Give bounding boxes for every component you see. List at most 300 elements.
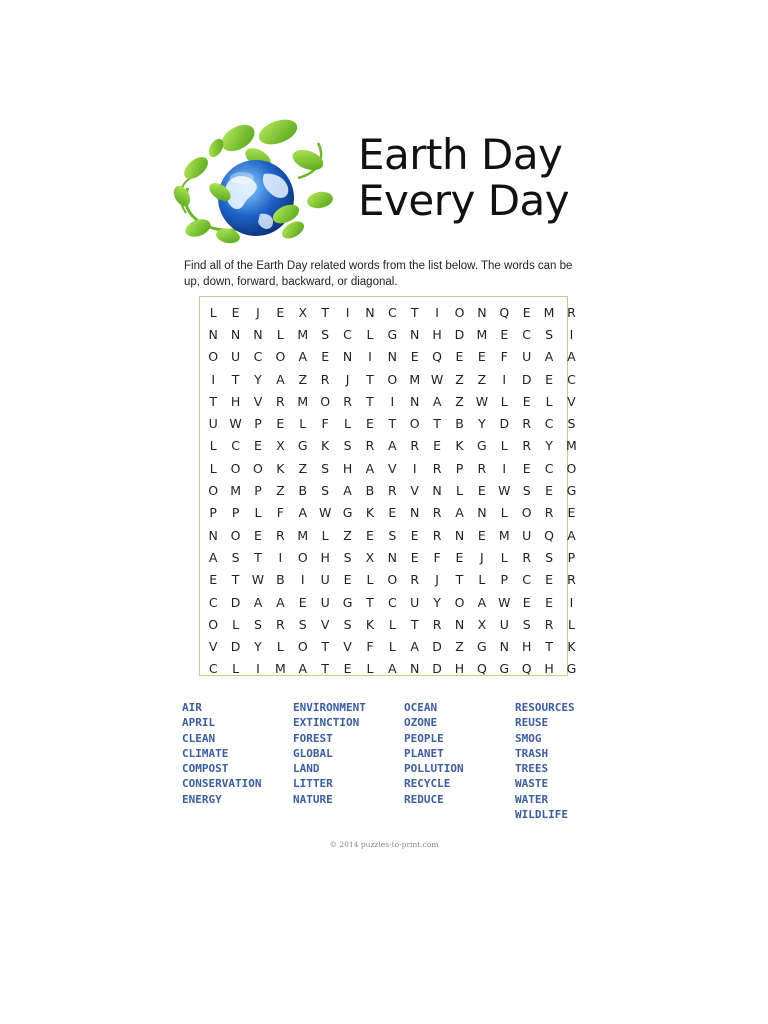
grid-letter[interactable]: R	[522, 416, 531, 432]
grid-letter[interactable]: E	[500, 326, 509, 342]
grid-letter[interactable]: X	[276, 438, 285, 454]
copyright-text: © 2014 puzzles-to-print.com	[329, 840, 439, 849]
grid-letter[interactable]: E	[209, 572, 218, 588]
grid-letter[interactable]: L	[209, 304, 217, 320]
grid-letter[interactable]: M	[297, 326, 309, 342]
grid-letter[interactable]: C	[253, 349, 263, 365]
grid-letter[interactable]: L	[388, 616, 396, 632]
grid-letter[interactable]: C	[567, 371, 576, 387]
grid-letter[interactable]: M	[409, 371, 421, 387]
grid-letter[interactable]: C	[544, 416, 554, 432]
grid-letter[interactable]: T	[366, 594, 374, 610]
grid-letter[interactable]: X	[298, 304, 308, 320]
grid-letter[interactable]: N	[342, 349, 353, 365]
grid-letter[interactable]: C	[231, 438, 240, 454]
grid-letter[interactable]: E	[343, 661, 352, 677]
grid-letter[interactable]: T	[209, 393, 218, 409]
grid-letter[interactable]: N	[410, 505, 420, 521]
grid-letter[interactable]: R	[432, 527, 442, 543]
grid-letter[interactable]: C	[208, 594, 218, 610]
grid-letter[interactable]: L	[366, 326, 374, 342]
grid-letter[interactable]: A	[276, 594, 285, 610]
grid-letter[interactable]: L	[500, 505, 508, 521]
grid-letter[interactable]: L	[366, 572, 374, 588]
grid-letter[interactable]: M	[498, 527, 510, 543]
grid-letter[interactable]: U	[231, 349, 241, 365]
word-list-item: TRASH	[515, 746, 549, 760]
grid-letter[interactable]: L	[232, 661, 240, 677]
grid-letter[interactable]: E	[298, 594, 307, 610]
grid-letter[interactable]: S	[545, 549, 554, 565]
grid-letter[interactable]: N	[365, 304, 375, 320]
grid-letter[interactable]: A	[410, 639, 419, 655]
grid-letter[interactable]: E	[276, 304, 285, 320]
grid-letter[interactable]: O	[521, 505, 532, 521]
grid-letter[interactable]: S	[321, 326, 330, 342]
grid-letter[interactable]: A	[208, 549, 218, 565]
grid-letter[interactable]: E	[522, 393, 531, 409]
grid-letter[interactable]: O	[208, 483, 219, 499]
grid-letter[interactable]: O	[230, 460, 241, 476]
grid-letter[interactable]: E	[343, 572, 352, 588]
grid-letter[interactable]: A	[343, 483, 352, 499]
grid-letter[interactable]: E	[545, 371, 553, 387]
grid-letter[interactable]: Z	[343, 527, 352, 543]
grid-letter[interactable]: G	[297, 438, 308, 454]
grid-letter[interactable]: D	[499, 416, 510, 432]
grid-letter[interactable]: T	[366, 371, 374, 387]
grid-letter[interactable]: C	[387, 304, 397, 320]
word-list-item: RESOURCES	[515, 701, 575, 714]
grid-letter[interactable]: L	[500, 438, 508, 454]
grid-letter[interactable]: B	[298, 483, 308, 499]
grid-letter[interactable]: G	[566, 661, 577, 677]
grid-letter[interactable]: R	[432, 505, 442, 521]
grid-letter[interactable]: A	[298, 349, 308, 365]
grid-letter[interactable]: E	[477, 349, 486, 365]
grid-letter[interactable]: H	[320, 549, 330, 565]
grid-letter[interactable]: S	[298, 616, 307, 632]
word-list-item: WATER	[515, 792, 549, 806]
grid-letter[interactable]: L	[209, 438, 217, 454]
grid-letter[interactable]: K	[567, 639, 576, 655]
grid-row	[200, 479, 577, 501]
grid-letter[interactable]: D	[230, 639, 241, 655]
grid-letter[interactable]: Q	[544, 527, 554, 543]
grid-row	[200, 457, 577, 479]
grid-letter[interactable]: I	[569, 594, 574, 610]
grid-letter[interactable]: K	[365, 505, 375, 521]
grid-letter[interactable]: T	[545, 639, 553, 655]
grid-letter[interactable]: E	[455, 549, 464, 565]
grid-letter[interactable]: U	[522, 349, 532, 365]
grid-letter[interactable]: R	[387, 483, 397, 499]
grid-letter[interactable]: L	[276, 326, 284, 342]
grid-letter[interactable]: Z	[455, 371, 464, 387]
grid-letter[interactable]: D	[432, 639, 442, 655]
grid-letter[interactable]: O	[566, 460, 577, 476]
grid-letter[interactable]: L	[366, 661, 374, 677]
grid-letter[interactable]: V	[343, 639, 352, 655]
grid-letter[interactable]: E	[545, 594, 553, 610]
grid-letter[interactable]: T	[321, 639, 329, 655]
grid-letter[interactable]: A	[365, 460, 375, 476]
grid-letter[interactable]: N	[454, 616, 465, 632]
grid-letter[interactable]: C	[387, 594, 397, 610]
grid-letter[interactable]: W	[475, 393, 489, 409]
grid-letter[interactable]: M	[297, 527, 309, 543]
earth-globe-with-leaves-icon	[168, 118, 333, 248]
grid-letter[interactable]: B	[276, 572, 285, 588]
grid-letter[interactable]: M	[476, 326, 488, 342]
grid-letter[interactable]: V	[410, 483, 419, 499]
grid-letter[interactable]: P	[209, 505, 217, 521]
grid-letter[interactable]: R	[522, 549, 531, 565]
grid-letter[interactable]: H	[342, 460, 353, 476]
grid-letter[interactable]: I	[569, 326, 574, 342]
grid-letter[interactable]: I	[300, 572, 305, 588]
grid-letter[interactable]: L	[232, 616, 240, 632]
grid-letter[interactable]: N	[253, 326, 263, 342]
grid-letter[interactable]: H	[521, 639, 532, 655]
grid-letter[interactable]: N	[208, 326, 218, 342]
grid-letter[interactable]: P	[455, 460, 464, 476]
grid-letter[interactable]: R	[544, 505, 554, 521]
grid-letter[interactable]: Q	[499, 304, 510, 320]
grid-letter[interactable]: N	[208, 527, 218, 543]
grid-letter[interactable]: D	[432, 661, 442, 677]
grid-letter[interactable]: H	[432, 326, 442, 342]
grid-letter[interactable]: T	[410, 304, 419, 320]
grid-letter[interactable]: E	[477, 527, 486, 543]
grid-letter[interactable]: W	[251, 572, 265, 588]
grid-letter[interactable]: Y	[478, 416, 486, 432]
grid-letter[interactable]: Z	[298, 371, 308, 387]
grid-letter[interactable]: W	[498, 483, 511, 499]
grid-letter[interactable]: R	[567, 304, 576, 320]
grid-letter[interactable]: R	[410, 438, 420, 454]
grid-letter[interactable]: L	[500, 549, 508, 565]
page-title	[358, 132, 569, 224]
grid-letter[interactable]: N	[387, 349, 397, 365]
grid-letter[interactable]: V	[388, 460, 397, 476]
grid-letter[interactable]: R	[276, 527, 285, 543]
grid-letter[interactable]: L	[567, 616, 575, 632]
grid-letter[interactable]: E	[365, 416, 374, 432]
grid-letter[interactable]: G	[477, 639, 487, 655]
grid-letter[interactable]: R	[410, 572, 420, 588]
grid-letter[interactable]: L	[500, 393, 508, 409]
grid-letter[interactable]: T	[366, 393, 374, 409]
grid-letter[interactable]: R	[477, 460, 487, 476]
grid-letter[interactable]: I	[435, 304, 439, 320]
grid-letter[interactable]: S	[254, 616, 262, 632]
grid-letter[interactable]: F	[276, 505, 284, 521]
grid-letter[interactable]: I	[502, 371, 507, 387]
grid-letter[interactable]: Y	[545, 438, 553, 454]
grid-letter[interactable]: I	[368, 349, 372, 365]
grid-letter[interactable]: R	[276, 616, 285, 632]
grid-letter[interactable]: C	[522, 572, 532, 588]
grid-letter[interactable]: T	[231, 572, 240, 588]
grid-letter[interactable]: T	[410, 616, 419, 632]
grid-letter[interactable]: R	[432, 616, 442, 632]
grid-letter[interactable]: L	[545, 393, 553, 409]
grid-letter[interactable]: F	[321, 416, 329, 432]
grid-letter[interactable]: X	[365, 549, 375, 565]
grid-letter[interactable]: M	[274, 661, 286, 677]
grid-letter[interactable]: S	[522, 616, 531, 632]
grid-letter[interactable]: J	[480, 549, 484, 565]
grid-letter[interactable]: L	[299, 416, 307, 432]
grid-letter[interactable]: E	[254, 527, 262, 543]
grid-letter[interactable]: O	[409, 416, 420, 432]
grid-letter[interactable]: A	[544, 349, 554, 365]
grid-letter[interactable]: E	[388, 505, 397, 521]
grid-letter[interactable]: O	[297, 639, 308, 655]
grid-letter[interactable]: N	[432, 483, 442, 499]
grid-letter[interactable]: U	[499, 616, 509, 632]
grid-letter[interactable]: N	[410, 326, 420, 342]
grid-letter[interactable]: M	[543, 304, 555, 320]
grid-letter[interactable]: Y	[254, 371, 262, 387]
grid-letter[interactable]: J	[435, 572, 439, 588]
grid-letter[interactable]: R	[522, 438, 531, 454]
grid-letter[interactable]: K	[321, 438, 330, 454]
grid-letter[interactable]: O	[275, 349, 286, 365]
grid-letter[interactable]: S	[545, 326, 554, 342]
grid-letter[interactable]: U	[522, 527, 532, 543]
grid-letter[interactable]: O	[208, 616, 219, 632]
grid-letter[interactable]: E	[410, 527, 419, 543]
grid-letter[interactable]: P	[254, 416, 262, 432]
grid-letter[interactable]: T	[231, 371, 240, 387]
grid-letter[interactable]: A	[432, 393, 442, 409]
grid-letter[interactable]: E	[254, 438, 262, 454]
grid-letter[interactable]: S	[343, 438, 352, 454]
grid-letter[interactable]: D	[454, 326, 465, 342]
grid-letter[interactable]: E	[455, 349, 464, 365]
grid-letter[interactable]: F	[366, 639, 374, 655]
grid-letter[interactable]: E	[365, 527, 374, 543]
grid-letter[interactable]: L	[388, 639, 396, 655]
grid-letter[interactable]: P	[500, 572, 509, 588]
grid-letter[interactable]: K	[276, 460, 285, 476]
grid-letter[interactable]: P	[567, 549, 576, 565]
grid-letter[interactable]: D	[230, 594, 241, 610]
grid-letter[interactable]: H	[454, 661, 465, 677]
grid-letter[interactable]: C	[522, 326, 532, 342]
grid-letter[interactable]: E	[545, 483, 553, 499]
grid-letter[interactable]: B	[455, 416, 464, 432]
grid-letter[interactable]: L	[254, 505, 262, 521]
grid-letter[interactable]: V	[253, 393, 263, 409]
grid-letter[interactable]: I	[502, 460, 507, 476]
grid-letter[interactable]: F	[500, 349, 508, 365]
grid-letter[interactable]: J	[256, 304, 260, 320]
grid-letter[interactable]: W	[318, 505, 332, 521]
grid-letter[interactable]: G	[342, 594, 353, 610]
grid-letter[interactable]: H	[230, 393, 241, 409]
grid-letter[interactable]: J	[345, 371, 350, 387]
grid-letter[interactable]: W	[498, 594, 511, 610]
grid-letter[interactable]: A	[276, 371, 285, 387]
grid-letter[interactable]: I	[412, 460, 417, 476]
grid-letter[interactable]: T	[321, 304, 329, 320]
grid-letter[interactable]: A	[388, 661, 397, 677]
grid-letter[interactable]: G	[499, 661, 510, 677]
grid-letter[interactable]: C	[343, 326, 352, 342]
grid-letter[interactable]: E	[321, 349, 330, 365]
grid-letter[interactable]: S	[321, 483, 330, 499]
grid-letter[interactable]: O	[253, 460, 263, 476]
grid-row	[200, 591, 574, 613]
grid-letter[interactable]: T	[254, 549, 262, 565]
grid-letter[interactable]: L	[209, 460, 217, 476]
grid-letter[interactable]: A	[388, 438, 397, 454]
grid-letter[interactable]: P	[254, 483, 262, 499]
grid-letter[interactable]: T	[321, 661, 329, 677]
grid-letter[interactable]: R	[365, 438, 375, 454]
grid-letter[interactable]: Q	[521, 661, 532, 677]
grid-letter[interactable]: F	[433, 549, 441, 565]
grid-letter[interactable]: O	[387, 572, 398, 588]
grid-letter[interactable]: Q	[432, 349, 443, 365]
grid-letter[interactable]: Z	[276, 483, 285, 499]
grid-row	[200, 569, 576, 591]
grid-letter[interactable]: L	[276, 639, 284, 655]
grid-letter[interactable]: W	[229, 416, 242, 432]
grid-letter[interactable]: U	[320, 594, 330, 610]
grid-letter[interactable]: P	[231, 505, 240, 521]
grid-letter[interactable]: H	[544, 661, 554, 677]
grid-letter[interactable]: L	[456, 483, 463, 499]
grid-letter[interactable]: E	[522, 594, 531, 610]
grid-letter[interactable]: X	[477, 616, 487, 632]
grid-letter[interactable]: R	[276, 393, 285, 409]
grid-letter[interactable]: E	[522, 460, 531, 476]
grid-letter[interactable]: A	[567, 527, 576, 543]
grid-letter[interactable]: I	[211, 371, 216, 387]
grid-letter[interactable]: E	[522, 304, 531, 320]
grid-letter[interactable]: N	[477, 505, 487, 521]
grid-letter[interactable]: A	[567, 349, 576, 365]
grid-letter[interactable]: I	[390, 393, 395, 409]
grid-letter[interactable]: R	[343, 393, 352, 409]
grid-letter[interactable]: O	[320, 393, 331, 409]
grid-letter[interactable]: T	[455, 572, 464, 588]
grid-letter[interactable]: S	[388, 527, 397, 543]
grid-letter[interactable]: A	[298, 661, 308, 677]
grid-letter[interactable]: E	[567, 505, 576, 521]
grid-letter[interactable]: Z	[298, 460, 308, 476]
grid-letter[interactable]: N	[410, 661, 420, 677]
grid-letter[interactable]: W	[430, 371, 444, 387]
grid-letter[interactable]: C	[208, 661, 218, 677]
grid-letter[interactable]: Q	[476, 661, 487, 677]
grid-letter[interactable]: V	[320, 616, 330, 632]
grid-letter[interactable]: M	[297, 393, 309, 409]
grid-letter[interactable]: M	[230, 483, 241, 499]
grid-letter[interactable]: K	[455, 438, 464, 454]
grid-letter[interactable]: R	[432, 460, 442, 476]
grid-letter[interactable]: I	[278, 549, 283, 565]
grid-letter[interactable]: N	[410, 393, 420, 409]
grid-letter[interactable]: S	[343, 616, 352, 632]
grid-letter[interactable]: Z	[455, 393, 464, 409]
grid-letter[interactable]: S	[231, 549, 240, 565]
grid-letter[interactable]: A	[455, 505, 464, 521]
grid-letter[interactable]: L	[321, 527, 329, 543]
grid-letter[interactable]: U	[208, 416, 218, 432]
grid-letter[interactable]: E	[410, 349, 419, 365]
grid-letter[interactable]: E	[433, 438, 442, 454]
grid-letter[interactable]: E	[545, 572, 553, 588]
grid-letter[interactable]: M	[566, 438, 577, 454]
grid-letter[interactable]: O	[454, 304, 465, 320]
grid-letter[interactable]: D	[521, 371, 532, 387]
grid-letter[interactable]: S	[567, 416, 576, 432]
grid-letter[interactable]: E	[231, 304, 240, 320]
grid-letter[interactable]: E	[410, 549, 419, 565]
grid-letter[interactable]: N	[499, 639, 509, 655]
grid-letter[interactable]: T	[433, 416, 441, 432]
grid-letter[interactable]: V	[567, 393, 576, 409]
grid-letter[interactable]: R	[320, 371, 330, 387]
grid-letter[interactable]: I	[345, 304, 350, 320]
grid-letter[interactable]: T	[388, 416, 397, 432]
grid-letter[interactable]: A	[253, 594, 263, 610]
grid-letter[interactable]: G	[477, 438, 487, 454]
grid-letter[interactable]: S	[522, 483, 531, 499]
grid-letter[interactable]: Y	[254, 639, 262, 655]
grid-letter[interactable]: O	[454, 594, 465, 610]
grid-letter[interactable]: N	[454, 527, 465, 543]
grid-letter[interactable]: K	[365, 616, 375, 632]
grid-letter[interactable]: U	[410, 594, 420, 610]
grid-letter[interactable]: A	[298, 505, 308, 521]
grid-letter[interactable]: O	[387, 371, 398, 387]
grid-letter[interactable]: E	[477, 483, 486, 499]
grid-letter[interactable]: O	[208, 349, 219, 365]
grid-letter[interactable]: N	[477, 304, 487, 320]
grid-letter[interactable]: I	[256, 661, 260, 677]
grid-letter[interactable]: Z	[477, 371, 487, 387]
grid-letter[interactable]: U	[320, 572, 330, 588]
grid-letter[interactable]: O	[230, 527, 241, 543]
grid-letter[interactable]: E	[276, 416, 285, 432]
grid-letter[interactable]: L	[478, 572, 486, 588]
word-list-item: POLLUTION	[404, 762, 464, 776]
grid-letter[interactable]: G	[342, 505, 353, 521]
grid-letter[interactable]: A	[477, 594, 487, 610]
grid-letter[interactable]: R	[544, 616, 554, 632]
grid-letter[interactable]: N	[230, 326, 241, 342]
grid-letter[interactable]: Z	[455, 639, 464, 655]
grid-letter[interactable]: C	[544, 460, 554, 476]
grid-letter[interactable]: Y	[433, 594, 441, 610]
grid-letter[interactable]: N	[387, 549, 397, 565]
grid-letter[interactable]: O	[297, 549, 308, 565]
grid-letter[interactable]: R	[567, 572, 576, 588]
grid-letter[interactable]: B	[365, 483, 375, 499]
grid-letter[interactable]: G	[387, 326, 398, 342]
grid-letter[interactable]: G	[566, 483, 577, 499]
grid-letter[interactable]: S	[343, 549, 352, 565]
grid-letter[interactable]: L	[344, 416, 352, 432]
grid-letter[interactable]: S	[321, 460, 330, 476]
grid-letter[interactable]: V	[208, 639, 218, 655]
